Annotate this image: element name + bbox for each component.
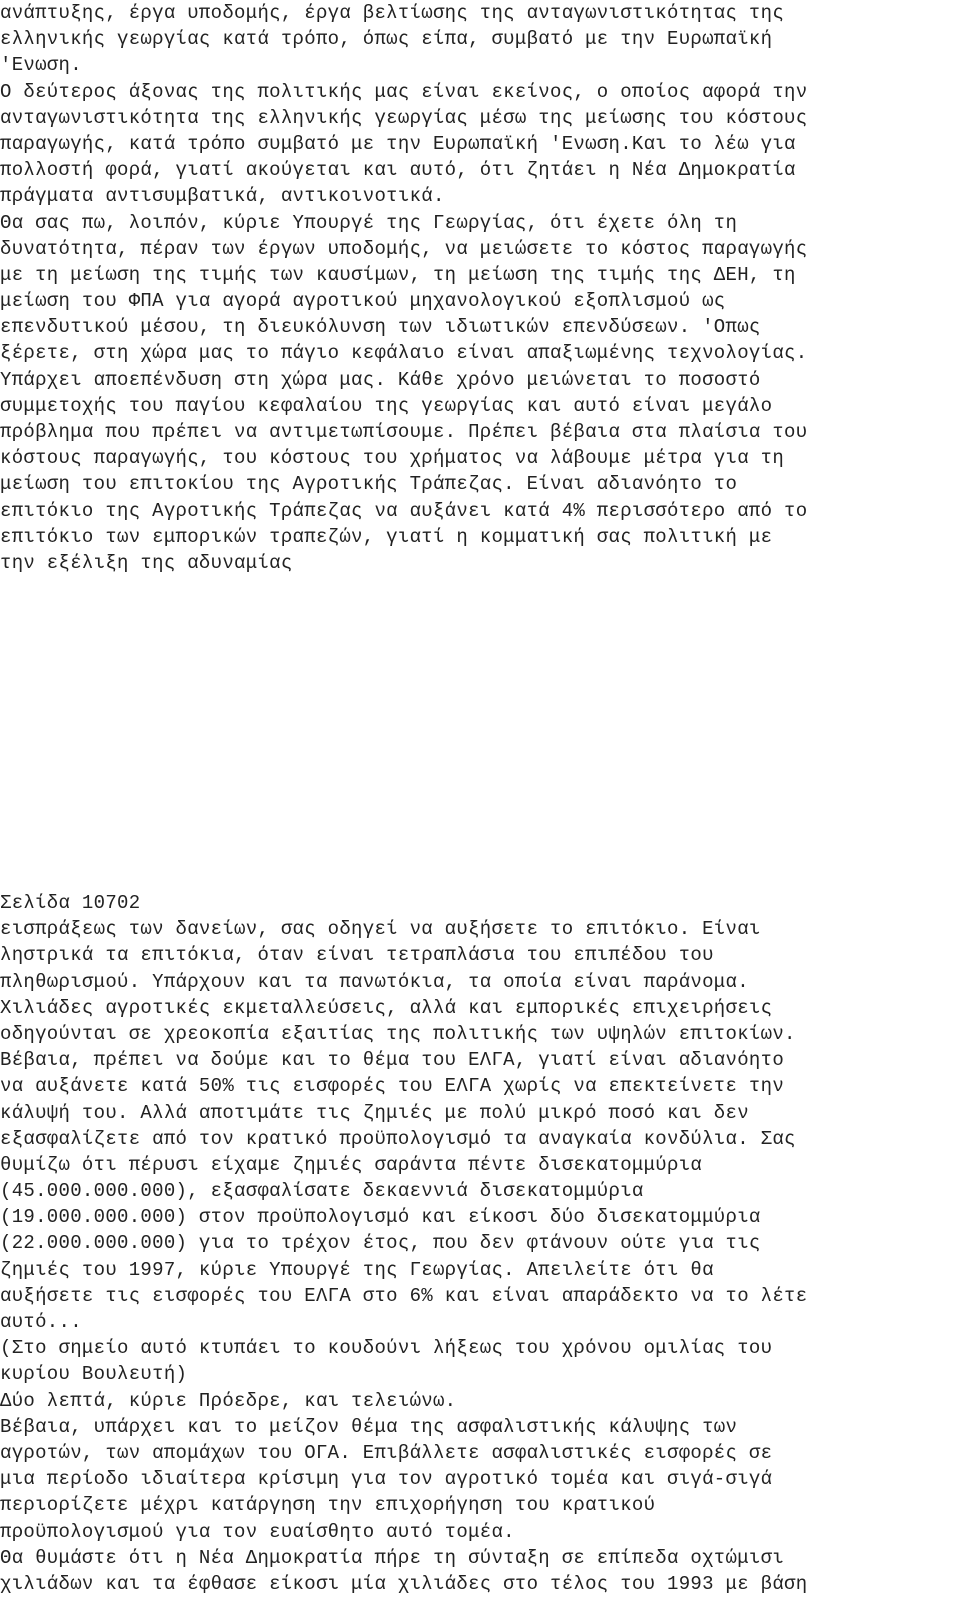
text-line: αυξήσετε τις εισφορές του ΕΛΓΑ στο 6% και είναι απαράδεκτο να το λέτε [0,1284,808,1307]
text-line: εισπράξεως των δανείων, σας οδηγεί να αυξήσετε το επιτόκιο. Είναι [0,918,761,941]
text-line: κάλυψή του. Αλλά αποτιμάτε τις ζημιές με πολύ μικρό ποσό και δεν [0,1101,749,1124]
text-line: Υπάρχει αποεπένδυση στη χώρα μας. Κάθε χρόνο μειώνεται το ποσοστό [0,368,761,391]
text-line: προϋπολογισμού για τον ευαίσθητο αυτό τομέα. [0,1520,515,1543]
text-block-top [0,0,960,576]
text-line: οδηγούνται σε χρεοκοπία εξαιτίας της πολιτικής των υψηλών επιτοκίων. [0,1022,796,1045]
text-line: την εξέλιξη της αδυναμίας [0,551,293,574]
text-line: Ο δεύτερος άξονας της πολιτικής μας είναι εκείνος, ο οποίος αφορά την [0,80,808,103]
text-line: συμμετοχής του παγίου κεφαλαίου της γεωργίας και αυτό είναι μεγάλο [0,394,773,417]
text-line: δυνατότητα, πέραν των έργων υποδομής, να μειώσετε το κόστος παραγωγής [0,237,808,260]
text-line: (Στο σημείο αυτό κτυπάει το κουδούνι λήξεως του χρόνου ομιλίας του [0,1337,773,1360]
text-line: μείωση του ΦΠΑ για αγορά αγροτικού μηχανολογικού εξοπλισμού ως [0,290,726,313]
text-line: αγροτών, των απομάχων του ΟΓΑ. Επιβάλλετε ασφαλιστικές εισφορές σε [0,1441,773,1464]
text-line: ανάπτυξης, έργα υποδομής, έργα βελτίωσης της ανταγωνιστικότητας της [0,2,785,24]
text-line: χιλιάδων και τα έφθασε είκοσι μία χιλιάδες στο τέλος του 1993 με βάση [0,1572,808,1595]
text-line: Δύο λεπτά, κύριε Πρόεδρε, και τελειώνω. [0,1389,457,1412]
text-line: μια περίοδο ιδιαίτερα κρίσιμη για τον αγροτικό τομέα και σιγά-σιγά [0,1468,773,1491]
text-line: ελληνικής γεωργίας κατά τρόπο, όπως είπα, συμβατό με την Ευρωπαϊκή [0,28,773,51]
text-line: Θα σας πω, λοιπόν, κύριε Υπουργέ της Γεωργίας, ότι έχετε όλη τη [0,211,738,234]
text-line: αυτό... [0,1311,82,1333]
text-line: (22.000.000.000) για το τρέχον έτος, που δεν φτάνουν ούτε για τις [0,1232,761,1255]
text-line: περιορίζετε μέχρι κατάργηση την επιχορήγηση του κρατικού [0,1494,656,1517]
text-line: εξασφαλίζετε από τον κρατικό προϋπολογισμό τα αναγκαία κονδύλια. Σας [0,1127,796,1150]
page-number-label: Σελίδα 10702 [0,892,141,914]
text-line: ζημιές του 1997, κύριε Υπουργέ της Γεωργίας. Απειλείτε ότι θα [0,1258,714,1281]
text-line: μείωση του επιτοκίου της Αγροτικής Τράπεζας. Είναι αδιανόητο το [0,473,738,496]
text-line: (19.000.000.000) στον προϋπολογισμό και είκοσι δύο δισεκατομμύρια [0,1206,761,1229]
text-line: επενδυτικού μέσου, τη διευκόλυνση των ιδιωτικών επενδύσεων. 'Οπως [0,316,761,339]
text-line: επιτόκιο των εμπορικών τραπεζών, γιατί η κομματική σας πολιτική με [0,525,773,548]
text-line: Θα θυμάστε ότι η Νέα Δημοκρατία πήρε τη σύνταξη σε επίπεδα οχτώμισι [0,1546,785,1569]
text-line: ληστρικά τα επιτόκια, όταν είναι τετραπλάσια του επιπέδου του [0,944,714,967]
text-line: κόστους παραγωγής, του κόστους του χρήματος να λάβουμε μέτρα για τη [0,447,785,470]
text-line: πρόβλημα που πρέπει να αντιμετωπίσουμε. Πρέπει βέβαια στα πλαίσια του [0,421,808,443]
text-line: με τη μείωση της τιμής των καυσίμων, τη μείωση της τιμής της ΔΕΗ, τη [0,263,796,286]
text-line: να αυξάνετε κατά 50% τις εισφορές του ΕΛΓΑ χωρίς να επεκτείνετε την [0,1075,785,1098]
text-line: πράγματα αντισυμβατικά, αντικοινοτικά. [0,185,445,208]
text-line: Χιλιάδες αγροτικές εκμεταλλεύσεις, αλλά και εμπορικές επιχειρήσεις [0,996,773,1019]
text-line: πληθωρισμού. Υπάρχουν και τα πανωτόκια, τα οποία είναι παράνομα. [0,970,749,993]
text-line: 'Ενωση. [0,54,82,77]
text-line: πολλοστή φορά, γιατί ακούγεται και αυτό, ότι ζητάει η Νέα Δημοκρατία [0,159,796,182]
text-line: κυρίου Βουλευτή) [0,1363,188,1386]
text-line: θυμίζω ότι πέρυσι είχαμε ζημιές σαράντα πέντε δισεκατομμύρια [0,1153,703,1176]
text-line: ανταγωνιστικότητα της ελληνικής γεωργίας μέσω της μείωσης του κόστους [0,106,808,129]
text-line: Βέβαια, πρέπει να δούμε και το θέμα του ΕΛΓΑ, γιατί είναι αδιανόητο [0,1049,785,1072]
text-line: ξέρετε, στη χώρα μας το πάγιο κεφάλαιο είναι απαξιωμένης τεχνολογίας. [0,342,808,365]
text-line: παραγωγής, κατά τρόπο συμβατό με την Ευρωπαϊκή 'Ενωση.Και το λέω για [0,132,796,155]
text-line: Βέβαια, υπάρχει και το μείζον θέμα της ασφαλιστικής κάλυψης των [0,1415,738,1438]
text-line: επιτόκιο της Αγροτικής Τράπεζας να αυξάνει κατά 4% περισσότερο από το [0,499,808,522]
text-block-bottom [0,890,960,1597]
text-line: (45.000.000.000), εξασφαλίσατε δεκαεννιά δισεκατομμύρια [0,1180,644,1203]
